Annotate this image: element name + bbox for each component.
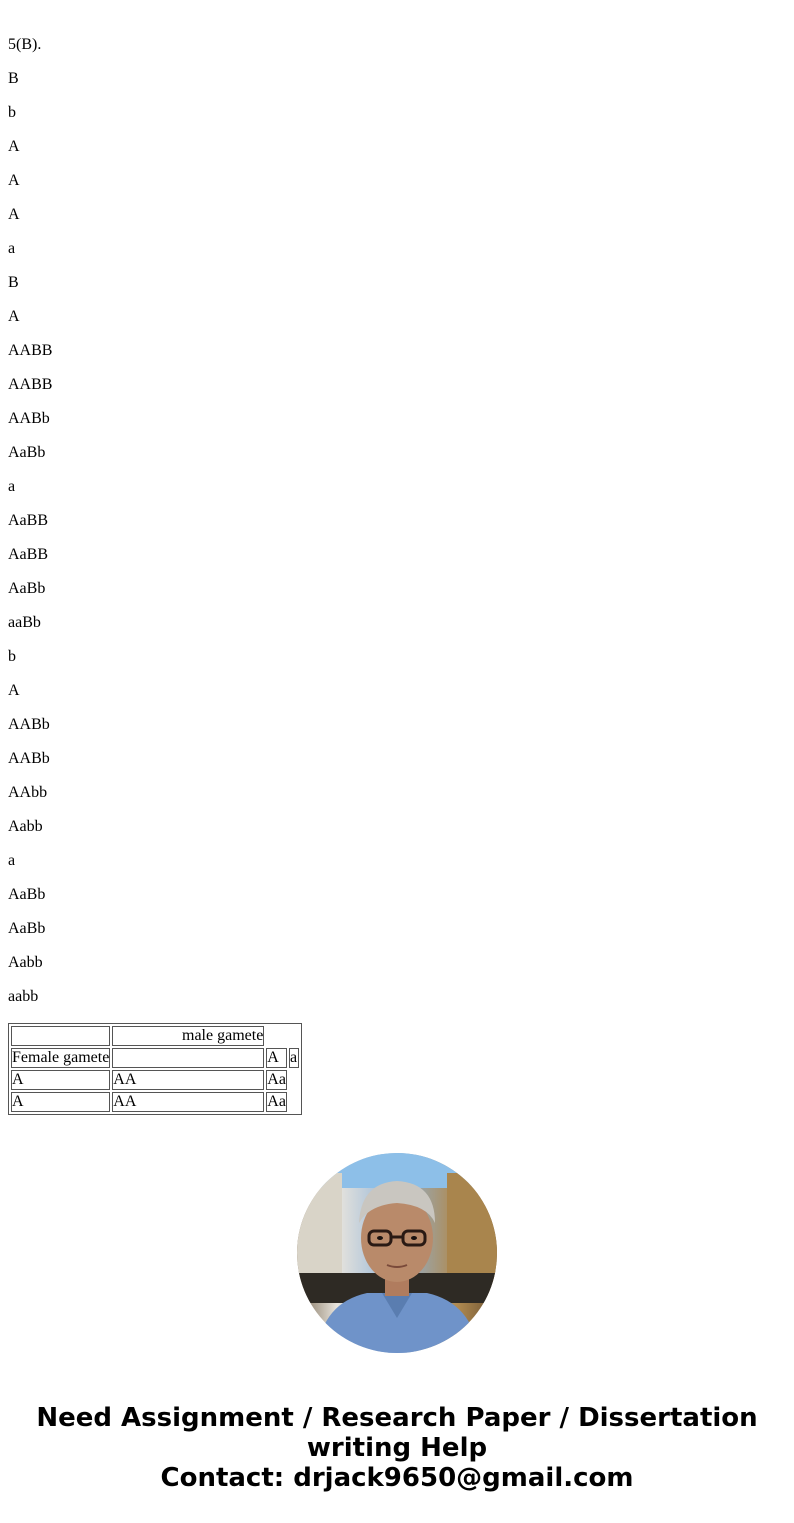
table-corner-cell <box>11 1026 110 1046</box>
author-avatar <box>297 1153 497 1353</box>
text-line: A <box>8 172 20 189</box>
genotype-cell: AA <box>112 1070 264 1090</box>
text-line: A <box>8 308 20 325</box>
text-line: A <box>8 138 20 155</box>
table-empty-cell <box>289 1092 299 1112</box>
table-empty-cell <box>289 1070 299 1090</box>
text-line: AaBB <box>8 512 48 529</box>
text-line: Aabb <box>8 954 43 971</box>
table-row <box>11 1092 299 1112</box>
text-line: aaBb <box>8 614 41 631</box>
text-line: AaBb <box>8 580 46 597</box>
text-line: 5(B). <box>8 36 42 53</box>
genotype-cell: Aa <box>267 1093 286 1110</box>
text-line: B <box>8 274 19 291</box>
promo-line: writing Help <box>306 1433 488 1463</box>
table-empty-cell <box>112 1048 264 1068</box>
text-line: AABB <box>8 376 53 393</box>
table-empty-cell <box>266 1026 287 1046</box>
male-allele-cell: A <box>266 1048 287 1068</box>
female-allele-cell: A <box>11 1070 110 1090</box>
female-gamete-label: Female gamete <box>12 1049 110 1066</box>
text-line: AaBb <box>8 920 46 937</box>
male-allele-cell: a <box>289 1049 298 1066</box>
female-allele-cell: A <box>11 1092 110 1112</box>
contact-email: Contact: drjack9650@gmail.com <box>160 1463 634 1493</box>
text-line: AABb <box>8 750 50 767</box>
text-line: AAbb <box>8 784 48 801</box>
text-line: b <box>8 648 16 665</box>
text-line: A <box>8 206 20 223</box>
text-line: AABb <box>8 410 50 427</box>
text-line: AaBb <box>8 886 46 903</box>
table-empty-cell <box>289 1026 299 1046</box>
genotype-cell: Aa <box>267 1071 286 1088</box>
author-photo-illustration <box>297 1153 497 1353</box>
text-line: aabb <box>8 988 39 1005</box>
genotype-cell: AA <box>112 1092 264 1112</box>
answer-text-lines <box>8 35 52 1021</box>
table-row <box>11 1048 299 1068</box>
text-line: AaBb <box>8 444 46 461</box>
text-line: b <box>8 104 16 121</box>
text-line: AaBB <box>8 546 48 563</box>
promo-banner <box>0 1403 794 1493</box>
punnett-square-table <box>8 1023 302 1115</box>
text-line: a <box>8 240 16 257</box>
promo-line: Need Assignment / Research Paper / Dissertation <box>36 1403 758 1433</box>
text-line: AABb <box>8 716 50 733</box>
table-row <box>11 1070 299 1090</box>
text-line: A <box>8 682 20 699</box>
table-header-row <box>11 1026 299 1046</box>
text-line: B <box>8 70 19 87</box>
text-line: Aabb <box>8 818 43 835</box>
text-line: AABB <box>8 342 53 359</box>
text-line: a <box>8 852 16 869</box>
male-gamete-header: male gamete <box>112 1026 264 1046</box>
text-line: a <box>8 478 16 495</box>
